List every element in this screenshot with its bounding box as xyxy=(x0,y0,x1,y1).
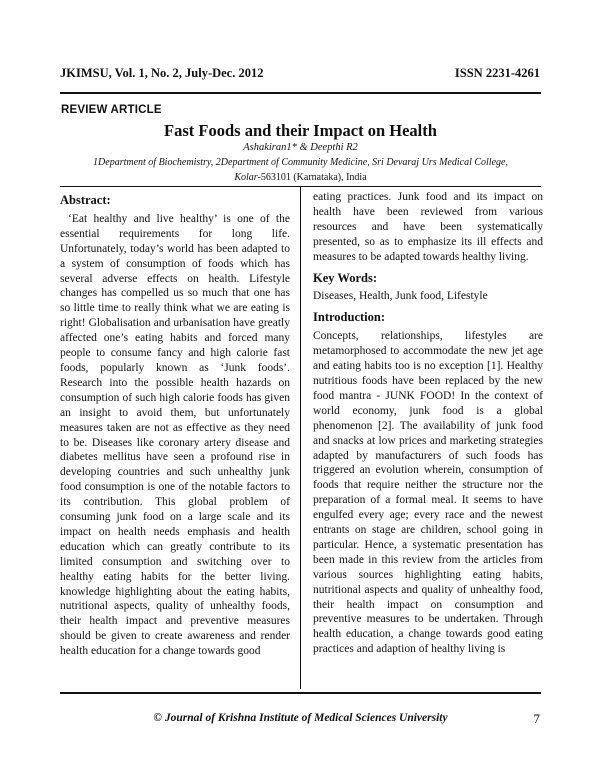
column-divider xyxy=(300,186,301,689)
abstract-heading: Abstract: xyxy=(60,193,111,207)
abstract-continuation: eating practices. Junk food and its impact on health have been reviewed from various resources and have been systematically presented, so as to emphasize its ill effects and measures to be adapted towards healthy living. xyxy=(313,191,543,263)
abstract-text: ‘Eat healthy and live healthy’ is one of the essential requirements for long life. Unfortunately, today’s world has been adapted to a system of consumption of foods which has several adverse effects on health. Lifestyle changes has compelled us so much that one has so little time to really think what we are eating is right! Globalisation and urbanisation have greatly affected one’s eating habits and forced many people to consume fancy and high calorie fast foods, popularly known as ‘Junk foods’. Research into the possible health hazards on consumption of such high calorie foods has given an insight to avoid them, but unfortunately measures taken are not as effective as they need to be. Diseases like coronary artery disease and diabetes mellitus have seen a profound rise in developing countries and such unhealthy junk food consumption is one of the notable factors to its contribution. This global problem of consuming junk food on a large scale and its impact on health needs emphasis and health education which can greatly contribute to its limited consumption and switching over to healthy eating habits for the better living. knowledge highlighting about the eating habits, nutritional aspects, quality of unhealthy foods, their health impact and preventive measures should be given to create awareness and render health education for a change towards good xyxy=(60,212,290,658)
issn: ISSN 2231-4261 xyxy=(454,66,540,80)
affiliation-city: Kolar- xyxy=(234,172,261,183)
affiliation-line-2 xyxy=(56,170,545,185)
affiliation xyxy=(56,155,545,185)
keywords-text: Diseases, Health, Junk food, Lifestyle xyxy=(313,290,488,303)
page-number: 7 xyxy=(533,711,540,726)
introduction-heading: Introduction: xyxy=(313,310,386,325)
journal-citation: JKIMSU, Vol. 1, No. 2, July-Dec. 2012 xyxy=(60,66,264,80)
header-rule xyxy=(60,92,541,94)
introduction-text: Concepts, relationships, lifestyles are metamorphosed to accommodate the new jet age and eating habits too is no exception [1]. Healthy nutritious foods have been replaced by the new food mantra - JUNK FOOD! In the context of world economy, junk food is a global phenomenon [2]. The availability of junk food and snacks at low prices and marketing strategies adapted by manufacturers of such foods has triggered an evolution wherein, consumption of foods that require neither the structure nor the preparation of a formal meal. It seems to have engulfed every age; every race and the newest entrants on stage are children, school going in particular. Hence, a systematic presentation has been made in this review from the articles from various sources highlighting eating habits, nutritional aspects and quality of unhealthy food, their health impact on consumption and preventive measures to be undertaken. Through health education, a change towards good eating practices and adaption of healthy living is xyxy=(313,330,543,656)
article-type: REVIEW ARTICLE xyxy=(61,104,162,116)
paper-title: Fast Foods and their Impact on Health xyxy=(164,121,437,140)
footer-rule xyxy=(60,692,541,694)
keywords-heading: Key Words: xyxy=(313,270,378,285)
affiliation-line-1: 1Department of Biochemistry, 2Department of Community Medicine, Sri Devaraj Urs Medical College, xyxy=(93,157,508,168)
authors: Ashakiran1* & Deepthi R2 xyxy=(243,142,358,153)
left-column xyxy=(60,193,290,659)
affiliation-postal: 563101 (Karnataka), India xyxy=(260,172,367,183)
footer-journal: © Journal of Krishna Institute of Medical Sciences University xyxy=(153,712,448,724)
right-column xyxy=(313,190,543,657)
